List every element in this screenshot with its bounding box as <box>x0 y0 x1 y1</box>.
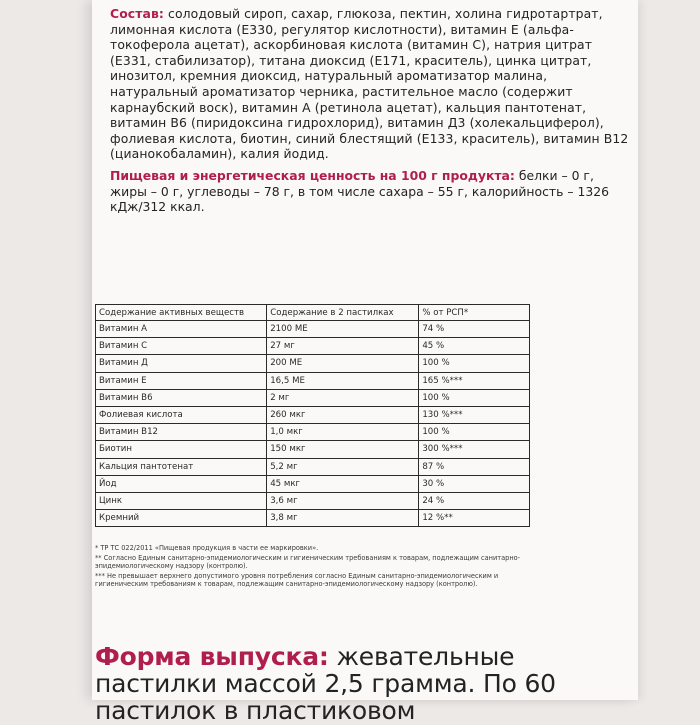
cell-substance: Йод <box>96 475 267 492</box>
cell-content: 1,0 мкг <box>267 424 419 441</box>
release-text: жевательные пастилки массой 2,5 грамма. По 60 пастилок в пластиковом <box>95 642 556 725</box>
cell-percent: 45 % <box>419 338 530 355</box>
table-row <box>96 492 530 509</box>
footnotes <box>95 544 535 590</box>
cell-content: 5,2 мг <box>267 458 419 475</box>
table-row <box>96 424 530 441</box>
cell-substance: Кальция пантотенат <box>96 458 267 475</box>
cell-percent: 165 %*** <box>419 372 530 389</box>
cell-content: 2100 МЕ <box>267 321 419 338</box>
footnote-3: *** Не превышает верхнего допустимого уровня потребления согласно Единым санитарно-эпидемиологическим и гигиеническим требованиям к товарам, подлежащим санитарно-эпидемиологическому надзору (контролю). <box>95 571 499 589</box>
cell-substance: Цинк <box>96 492 267 509</box>
table-row <box>96 510 530 527</box>
release-form <box>95 643 635 724</box>
cell-substance: Витамин Е <box>96 372 267 389</box>
cell-percent: 300 %*** <box>419 441 530 458</box>
composition-paragraph <box>110 6 630 162</box>
nutrition-text: белки – 0 г, жиры – 0 г, углеводы – 78 г, в том числе сахара – 55 г, калорийность – 1326 кДж/312 ккал. <box>110 167 610 215</box>
footnote-2: ** Согласно Единым санитарно-эпидемиологическим и гигиеническим требованиям к товарам, подлежащим санитарно-эпидемиологическому надзору (контролю). <box>95 553 521 571</box>
label-content <box>110 6 630 215</box>
cell-percent: 130 %*** <box>419 406 530 423</box>
table-row <box>96 389 530 406</box>
cell-percent: 12 %** <box>419 510 530 527</box>
footnote-1: * ТР ТС 022/2011 «Пищевая продукция в части ее маркировки». <box>95 544 319 552</box>
cell-percent: 87 % <box>419 458 530 475</box>
table-row <box>96 338 530 355</box>
release-label: Форма выпуска: <box>95 642 329 671</box>
cell-substance: Витамин В6 <box>96 389 267 406</box>
table-row <box>96 406 530 423</box>
table-row <box>96 372 530 389</box>
cell-percent: 30 % <box>419 475 530 492</box>
cell-content: 150 мкг <box>267 441 419 458</box>
vitamin-table-body <box>96 321 530 527</box>
table-header-percent: % от РСП* <box>419 305 530 321</box>
cell-content: 3,8 мг <box>267 510 419 527</box>
cell-substance: Витамин Д <box>96 355 267 372</box>
cell-percent: 100 % <box>419 355 530 372</box>
table-row <box>96 458 530 475</box>
cell-content: 3,6 мг <box>267 492 419 509</box>
nutrition-label: Пищевая и энергетическая ценность на 100 г продукта: <box>110 167 515 183</box>
cell-percent: 74 % <box>419 321 530 338</box>
cell-substance: Витамин С <box>96 338 267 355</box>
table-header-substance: Содержание активных веществ <box>96 305 267 321</box>
cell-content: 260 мкг <box>267 406 419 423</box>
cell-content: 45 мкг <box>267 475 419 492</box>
cell-percent: 100 % <box>419 424 530 441</box>
table-row <box>96 441 530 458</box>
table-row <box>96 321 530 338</box>
vitamin-table <box>95 304 530 527</box>
composition-label: Состав: <box>110 6 164 21</box>
table-row <box>96 355 530 372</box>
table-header-content: Содержание в 2 пастилках <box>267 305 419 321</box>
cell-content: 200 МЕ <box>267 355 419 372</box>
cell-substance: Фолиевая кислота <box>96 406 267 423</box>
table-header-row <box>96 305 530 321</box>
cell-percent: 24 % <box>419 492 530 509</box>
cell-substance: Кремний <box>96 510 267 527</box>
cell-percent: 100 % <box>419 389 530 406</box>
nutrition-paragraph <box>110 168 630 215</box>
cell-substance: Биотин <box>96 441 267 458</box>
cell-substance: Витамин А <box>96 321 267 338</box>
table-row <box>96 475 530 492</box>
composition-text: солодовый сироп, сахар, глюкоза, пектин, холина гидротартрат, лимонная кислота (Е330, регулятор кислотности), витамин Е (альфа-токоферола ацетат), аскорбиновая кислота (витамин С), натрия цитрат (Е331, стабилизатор), титана диоксид (Е171, краситель), цинка цитрат, инозитол, кремния диоксид, натуральный ароматизатор малина, натуральный ароматизатор черника, растительное масло (содержит карнаубский воск), витамин А (ретинола ацетат), кальция пантотенат, витамин В6 (пиридоксина гидрохлорид), витамин Д3 (холекальциферол), фолиевая кислота, биотин, синий блестящий (Е133, краситель), витамин В12 (цианокобаламин), калия йодид. <box>110 6 629 162</box>
cell-content: 16,5 МЕ <box>267 372 419 389</box>
cell-substance: Витамин В12 <box>96 424 267 441</box>
label-sheet <box>92 0 638 725</box>
cell-content: 27 мг <box>267 338 419 355</box>
cell-content: 2 мг <box>267 389 419 406</box>
